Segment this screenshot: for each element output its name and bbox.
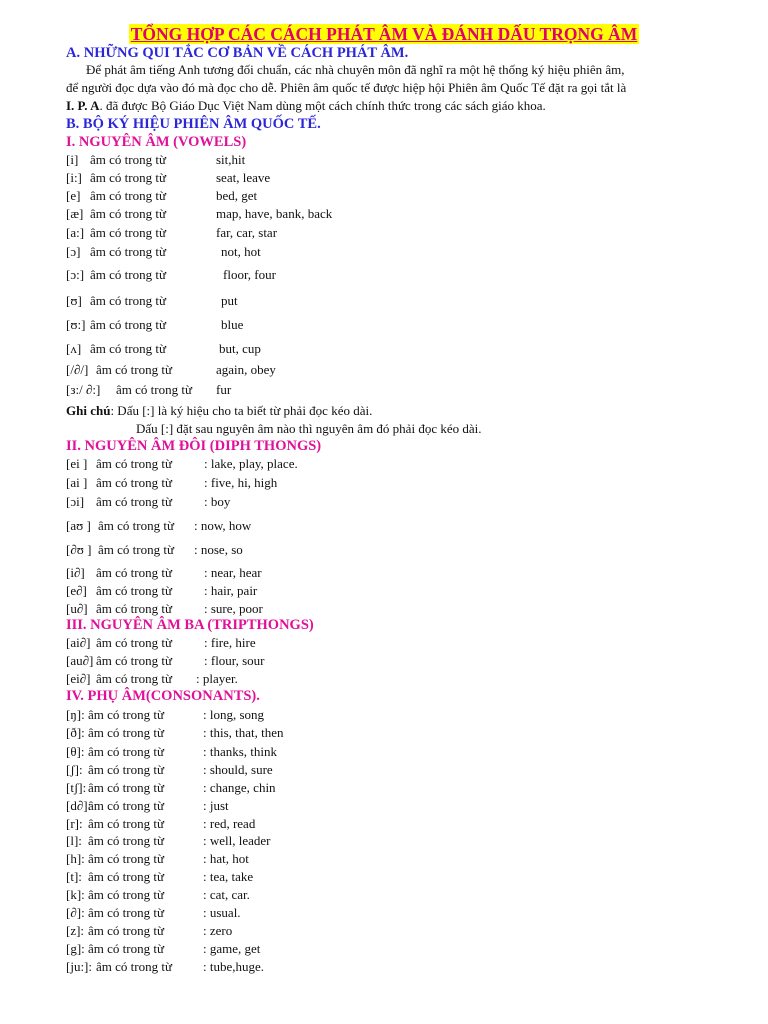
ipa-symbol: [i∂] — [66, 565, 85, 580]
row-caption: âm có trong từ — [96, 494, 173, 509]
ipa-symbol: [e] — [66, 188, 81, 203]
note-line-2: Dấu [:] đặt sau nguyên âm nào thì nguyên âm đó phải đọc kéo dài. — [136, 421, 482, 436]
example-words: : sure, poor — [204, 601, 263, 616]
row-caption: âm có trong từ — [96, 565, 173, 580]
title-wrap — [0, 24, 768, 45]
example-words: : lake, play, place. — [204, 456, 298, 471]
example-words: : this, that, then — [203, 725, 284, 740]
ipa-symbol: [h]: — [66, 851, 85, 866]
ipa-symbol: [tʃ]: — [66, 780, 87, 795]
row-caption: âm có trong từ — [116, 382, 193, 397]
note-text-1: : Dấu [:] là ký hiệu cho ta biết từ phải đọc kéo dài. — [110, 403, 373, 418]
ipa-symbol: [ʌ] — [66, 341, 82, 356]
ipa-symbol: [ʊ:] — [66, 317, 86, 332]
vowels-heading: I. NGUYÊN ÂM (VOWELS) — [66, 134, 247, 150]
example-words: : change, chin — [203, 780, 276, 795]
ipa-abbrev: I. P. A — [66, 98, 100, 113]
row-caption: âm có trong từ — [96, 653, 173, 668]
ipa-symbol: [k]: — [66, 887, 85, 902]
ipa-symbol: [i] — [66, 152, 79, 167]
row-caption: âm có trong từ — [88, 905, 165, 920]
example-words: : red, read — [203, 816, 256, 831]
ipa-symbol: [з:/ ∂:] — [66, 382, 101, 397]
example-words: : zero — [203, 923, 233, 938]
example-words: : tea, take — [203, 869, 254, 884]
row-caption: âm có trong từ — [88, 725, 165, 740]
note-line-1 — [66, 402, 372, 420]
example-words: but, cup — [219, 341, 261, 356]
row-caption: âm có trong từ — [90, 152, 167, 167]
example-words: map, have, bank, back — [216, 206, 333, 221]
example-words: : flour, sour — [204, 653, 265, 668]
example-words: : nose, so — [194, 542, 243, 557]
ipa-symbol: [i:] — [66, 170, 82, 185]
triphthongs-heading: III. NGUYÊN ÂM BA (TRIPTHONGS) — [66, 617, 314, 633]
example-words: again, obey — [216, 362, 276, 377]
ipa-symbol: [aʊ ] — [66, 518, 91, 533]
row-caption: âm có trong từ — [98, 542, 175, 557]
row-caption: âm có trong từ — [90, 293, 167, 308]
row-caption: âm có trong từ — [96, 959, 173, 974]
row-caption: âm có trong từ — [96, 362, 173, 377]
row-caption: âm có trong từ — [90, 244, 167, 259]
row-caption: âm có trong từ — [88, 707, 165, 722]
row-caption: âm có trong từ — [88, 851, 165, 866]
ipa-symbol: [ɔi] — [66, 494, 85, 509]
ipa-symbol: [d∂]: — [66, 798, 92, 813]
example-words: : five, hi, high — [204, 475, 278, 490]
row-caption: âm có trong từ — [88, 923, 165, 938]
intro-line-1: Để phát âm tiếng Anh tương đối chuẩn, các nhà chuyên môn đã nghĩ ra một hệ thống ký hiệu phiên âm, — [86, 62, 625, 77]
note-label: Ghi chú — [66, 403, 111, 418]
row-caption: âm có trong từ — [88, 941, 165, 956]
row-caption: âm có trong từ — [96, 583, 173, 598]
row-caption: âm có trong từ — [90, 206, 167, 221]
row-caption: âm có trong từ — [88, 780, 165, 795]
ipa-symbol: [/∂/] — [66, 362, 89, 377]
ipa-symbol: [e∂] — [66, 583, 87, 598]
example-words: : cat, car. — [203, 887, 250, 902]
row-caption: âm có trong từ — [90, 170, 167, 185]
diphthongs-heading: II. NGUYÊN ÂM ĐÔI (DIPH THONGS) — [66, 438, 322, 454]
row-caption: âm có trong từ — [96, 635, 173, 650]
row-caption: âm có trong từ — [88, 869, 165, 884]
ipa-symbol: [g]: — [66, 941, 85, 956]
row-caption: âm có trong từ — [88, 816, 165, 831]
ipa-symbol: [r]: — [66, 816, 83, 831]
example-words: floor, four — [223, 267, 276, 282]
example-words: : tube,huge. — [203, 959, 265, 974]
row-caption: âm có trong từ — [96, 456, 173, 471]
ipa-symbol: [ai ] — [66, 475, 88, 490]
ipa-symbol: [ei ] — [66, 456, 88, 471]
example-words: far, car, star — [216, 225, 278, 240]
ipa-symbol: [ð]: — [66, 725, 85, 740]
section-b-heading: B. BỘ KÝ HIỆU PHIÊN ÂM QUỐC TẾ. — [66, 116, 321, 132]
row-caption: âm có trong từ — [96, 475, 173, 490]
example-words: : just — [203, 798, 229, 813]
row-caption: âm có trong từ — [96, 601, 173, 616]
example-words: put — [221, 293, 238, 308]
ipa-symbol: [u∂] — [66, 601, 88, 616]
example-words: bed, get — [216, 188, 258, 203]
ipa-symbol: [l]: — [66, 833, 82, 848]
ipa-symbol: [ʊ] — [66, 293, 82, 308]
row-caption: âm có trong từ — [88, 762, 165, 777]
consonants-heading: IV. PHỤ ÂM(CONSONANTS). — [66, 688, 260, 704]
row-caption: âm có trong từ — [96, 671, 173, 686]
section-a-heading: A. NHỮNG QUI TẮC CƠ BẢN VỀ CÁCH PHÁT ÂM. — [66, 45, 409, 61]
example-words: seat, leave — [216, 170, 271, 185]
ipa-symbol: [θ]: — [66, 744, 85, 759]
example-words: : thanks, think — [203, 744, 278, 759]
example-words: : player. — [196, 671, 238, 686]
ipa-symbol: [ʃ]: — [66, 762, 83, 777]
row-caption: âm có trong từ — [90, 317, 167, 332]
ipa-symbol: [∂ʊ ] — [66, 542, 92, 557]
row-caption: âm có trong từ — [88, 744, 165, 759]
example-words: : usual. — [203, 905, 241, 920]
example-words: sit,hit — [216, 152, 246, 167]
row-caption: âm có trong từ — [88, 798, 165, 813]
ipa-symbol: [ei∂] — [66, 671, 91, 686]
row-caption: âm có trong từ — [98, 518, 175, 533]
ipa-symbol: [∂]: — [66, 905, 85, 920]
ipa-symbol: [ju:]: — [66, 959, 92, 974]
ipa-symbol: [æ] — [66, 206, 84, 221]
example-words: not, hot — [221, 244, 261, 259]
ipa-symbol: [ŋ]: — [66, 707, 85, 722]
row-caption: âm có trong từ — [90, 188, 167, 203]
example-words: fur — [216, 382, 232, 397]
ipa-symbol: [z]: — [66, 923, 85, 938]
page-title: TỔNG HỢP CÁC CÁCH PHÁT ÂM VÀ ĐÁNH DẤU TRỌNG ÂM — [130, 24, 638, 44]
row-caption: âm có trong từ — [88, 833, 165, 848]
example-words: : game, get — [203, 941, 261, 956]
row-caption: âm có trong từ — [90, 267, 167, 282]
intro-line-3 — [66, 97, 546, 115]
example-words: : fire, hire — [204, 635, 256, 650]
row-caption: âm có trong từ — [90, 341, 167, 356]
row-caption: âm có trong từ — [90, 225, 167, 240]
ipa-symbol: [ai∂] — [66, 635, 91, 650]
example-words: : boy — [204, 494, 231, 509]
ipa-symbol: [t]: — [66, 869, 82, 884]
ipa-symbol: [a:] — [66, 225, 85, 240]
example-words: : hat, hot — [203, 851, 249, 866]
intro-line-3-rest: . đã được Bộ Giáo Dục Việt Nam dùng một cách chính thức trong các sách giáo khoa. — [99, 98, 546, 113]
example-words: : hair, pair — [204, 583, 258, 598]
ipa-symbol: [ɔ] — [66, 244, 81, 259]
example-words: : should, sure — [203, 762, 273, 777]
ipa-symbol: [ɔ:] — [66, 267, 85, 282]
row-caption: âm có trong từ — [88, 887, 165, 902]
example-words: : now, how — [194, 518, 252, 533]
ipa-symbol: [au∂] — [66, 653, 94, 668]
example-words: : near, hear — [204, 565, 262, 580]
example-words: : well, leader — [203, 833, 271, 848]
example-words: blue — [221, 317, 244, 332]
intro-line-2: để người đọc dựa vào đó mà đọc cho dễ. Phiên âm quốc tế được hiệp hội Phiên âm Quốc Tế đặt ra gọi tắt là — [66, 80, 627, 95]
example-words: : long, song — [203, 707, 265, 722]
